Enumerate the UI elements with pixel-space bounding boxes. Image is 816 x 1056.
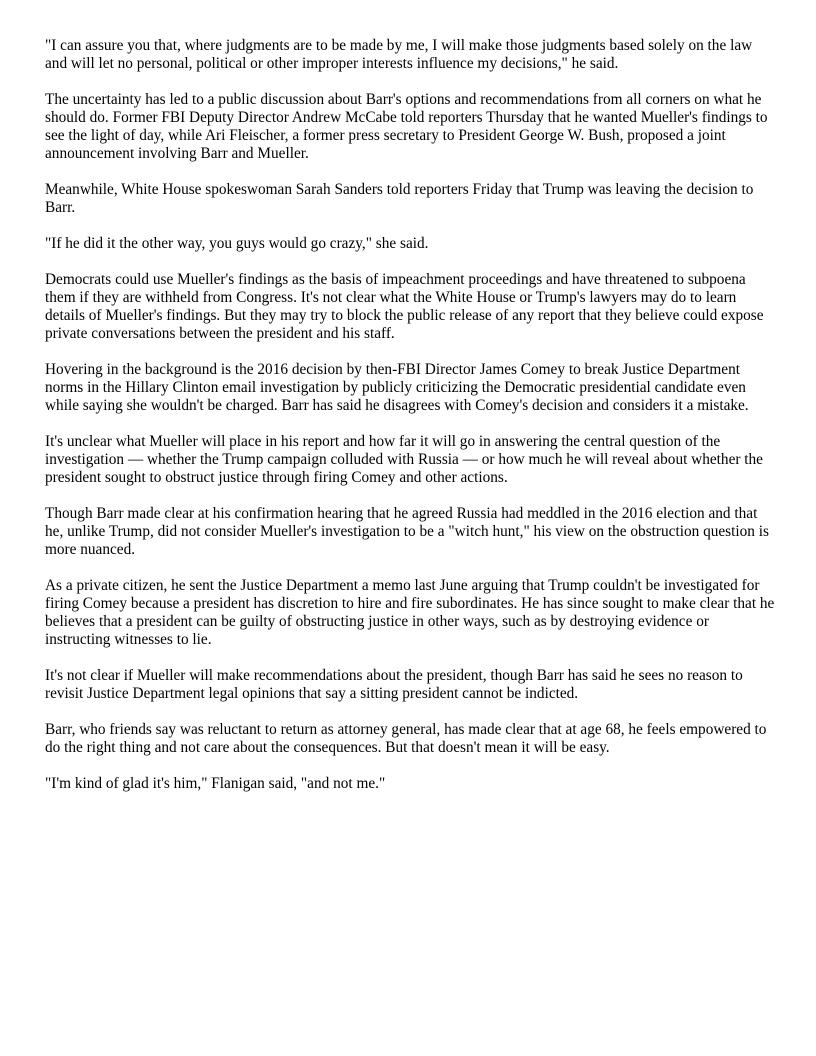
- paragraph-2: The uncertainty has led to a public discussion about Barr's options and recommendations from all corners on what he should do. Former FBI Deputy Director Andrew McCabe told reporters Thursday that he wanted Mueller's findings to see the light of day, while Ari Fleischer, a former press secretary to President George W. Bush, proposed a joint announcement involving Barr and Mueller.: [45, 91, 768, 162]
- paragraph-3: Meanwhile, White House spokeswoman Sarah Sanders told reporters Friday that Trump was leaving the decision to Barr.: [45, 181, 754, 216]
- paragraph-5: Democrats could use Mueller's findings as the basis of impeachment proceedings and have threatened to subpoena them if they are withheld from Congress. It's not clear what the White House or Trump's lawyers may do to learn details of Mueller's findings. But they may try to block the public release of any report that they believe could expose private conversations between the president and his staff.: [45, 271, 764, 342]
- paragraph-7: It's unclear what Mueller will place in his report and how far it will go in answering the central question of the investigation — whether the Trump campaign colluded with Russia — or how much he will reveal about whether the president sought to obstruct justice through firing Comey and other actions.: [45, 433, 763, 486]
- paragraph-12: "I'm kind of glad it's him," Flanigan said, "and not me.": [45, 775, 386, 792]
- paragraph-4: "If he did it the other way, you guys would go crazy," she said.: [45, 235, 429, 252]
- paragraph-9: As a private citizen, he sent the Justice Department a memo last June arguing that Trump couldn't be investigated for firing Comey because a president has discretion to hire and fire subordinates. He has since sought to make clear that he believes that a president can be guilty of obstructing justice in other ways, such as by destroying evidence or instructing witnesses to lie.: [45, 577, 775, 648]
- paragraph-8: Though Barr made clear at his confirmation hearing that he agreed Russia had meddled in the 2016 election and that he, unlike Trump, did not consider Mueller's investigation to be a "witch hunt," his view on the obstruction question is more nuanced.: [45, 505, 769, 558]
- paragraph-1: "I can assure you that, where judgments are to be made by me, I will make those judgments based solely on the law and will let no personal, political or other improper interests influence my decisions," he said.: [45, 37, 753, 72]
- paragraph-10: It's not clear if Mueller will make recommendations about the president, though Barr has said he sees no reason to revisit Justice Department legal opinions that say a sitting president cannot be indicted.: [45, 667, 743, 702]
- paragraph-11: Barr, who friends say was reluctant to return as attorney general, has made clear that at age 68, he feels empowered to do the right thing and not care about the consequences. But that doesn't mean it will be easy.: [45, 721, 767, 756]
- document-body: [45, 37, 775, 811]
- paragraph-6: Hovering in the background is the 2016 decision by then-FBI Director James Comey to break Justice Department norms in the Hillary Clinton email investigation by publicly criticizing the Democratic presidential candidate even while saying she wouldn't be charged. Barr has said he disagrees with Comey's decision and considers it a mistake.: [45, 361, 749, 414]
